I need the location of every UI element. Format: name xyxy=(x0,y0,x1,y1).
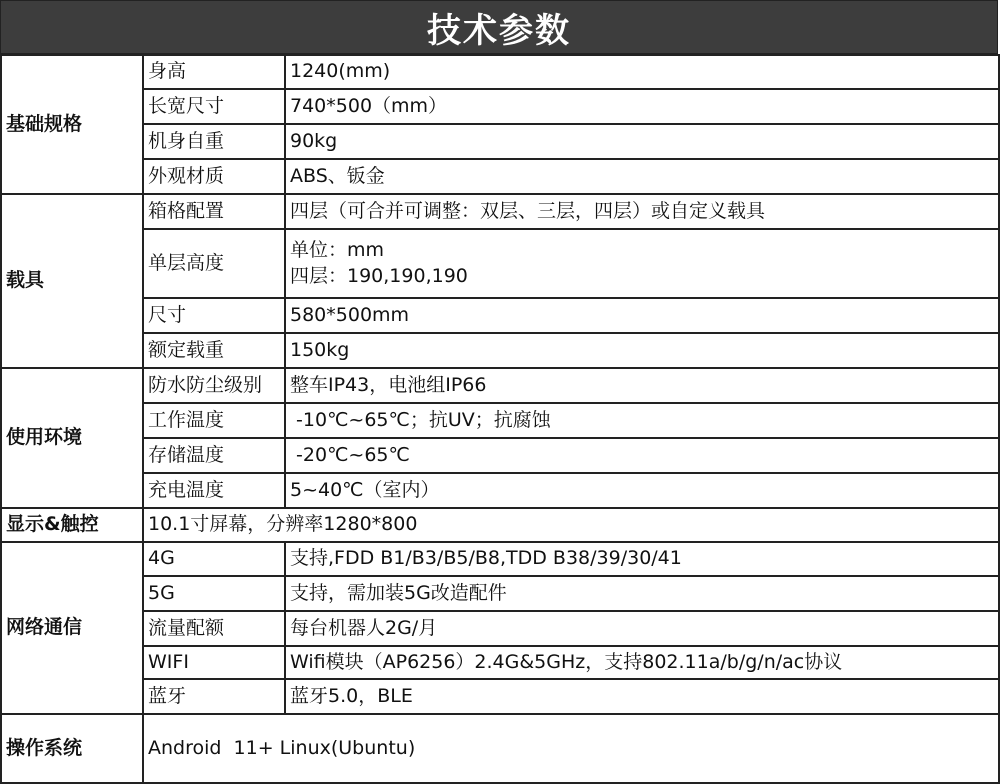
param-value xyxy=(285,229,999,298)
param-name: 外观材质 xyxy=(143,159,285,194)
table-row xyxy=(1,714,999,783)
param-name: WIFI xyxy=(143,646,285,679)
param-value: ABS、钣金 xyxy=(285,159,999,194)
table-row xyxy=(1,576,999,611)
param-name: 蓝牙 xyxy=(143,679,285,714)
param-name: 身高 xyxy=(143,55,285,89)
param-value: 580*500mm xyxy=(285,298,999,333)
param-value: 5~40℃（室内） xyxy=(285,473,999,508)
value-line: 单位：mm xyxy=(290,238,385,261)
table-row xyxy=(1,89,999,124)
table-row xyxy=(1,473,999,508)
param-name: 4G xyxy=(143,542,285,576)
table-row xyxy=(1,333,999,368)
param-value: 四层（可合并可调整：双层、三层，四层）或自定义载具 xyxy=(285,194,999,229)
table-row xyxy=(1,679,999,714)
param-name: 长宽尺寸 xyxy=(143,89,285,124)
param-value: 支持,FDD B1/B3/B5/B8,TDD B38/39/30/41 xyxy=(285,542,999,576)
param-name: 充电温度 xyxy=(143,473,285,508)
param-value: -10℃~65℃；抗UV；抗腐蚀 xyxy=(285,403,999,438)
param-name: 工作温度 xyxy=(143,403,285,438)
param-name: 流量配额 xyxy=(143,611,285,646)
table-row xyxy=(1,403,999,438)
param-name: 尺寸 xyxy=(143,298,285,333)
param-value: Android 11+ Linux(Ubuntu) xyxy=(143,714,999,783)
value-line: 四层：190,190,190 xyxy=(290,264,468,287)
param-name: 箱格配置 xyxy=(143,194,285,229)
param-name: 5G xyxy=(143,576,285,611)
category-display-touch: 显示&触控 xyxy=(1,508,143,542)
param-name: 存储温度 xyxy=(143,438,285,473)
table-row xyxy=(1,55,999,89)
param-name: 机身自重 xyxy=(143,124,285,159)
category-basic-specs: 基础规格 xyxy=(1,55,143,194)
table-row xyxy=(1,611,999,646)
table-row xyxy=(1,229,999,298)
table-row xyxy=(1,368,999,403)
param-value: 90kg xyxy=(285,124,999,159)
category-carrier: 载具 xyxy=(1,194,143,368)
param-value: 每台机器人2G/月 xyxy=(285,611,999,646)
table-row xyxy=(1,542,999,576)
param-value: -20℃~65℃ xyxy=(285,438,999,473)
spec-table xyxy=(0,54,1000,784)
param-value: Wifi模块（AP6256）2.4G&5GHz，支持802.11a/b/g/n/ac协议 xyxy=(285,646,999,679)
param-name: 防水防尘级别 xyxy=(143,368,285,403)
table-row xyxy=(1,508,999,542)
param-value: 支持，需加装5G改造配件 xyxy=(285,576,999,611)
param-value: 740*500（mm） xyxy=(285,89,999,124)
table-row xyxy=(1,438,999,473)
table-row xyxy=(1,124,999,159)
table-row xyxy=(1,194,999,229)
param-value: 150kg xyxy=(285,333,999,368)
param-value: 10.1寸屏幕，分辨率1280*800 xyxy=(143,508,999,542)
param-value: 蓝牙5.0，BLE xyxy=(285,679,999,714)
table-row xyxy=(1,159,999,194)
category-os: 操作系统 xyxy=(1,714,143,783)
table-row xyxy=(1,298,999,333)
category-network: 网络通信 xyxy=(1,542,143,714)
param-name: 额定载重 xyxy=(143,333,285,368)
param-name: 单层高度 xyxy=(143,229,285,298)
param-value: 整车IP43，电池组IP66 xyxy=(285,368,999,403)
page-title: 技术参数 xyxy=(0,0,998,54)
table-row xyxy=(1,646,999,679)
category-environment: 使用环境 xyxy=(1,368,143,508)
param-value: 1240(mm) xyxy=(285,55,999,89)
